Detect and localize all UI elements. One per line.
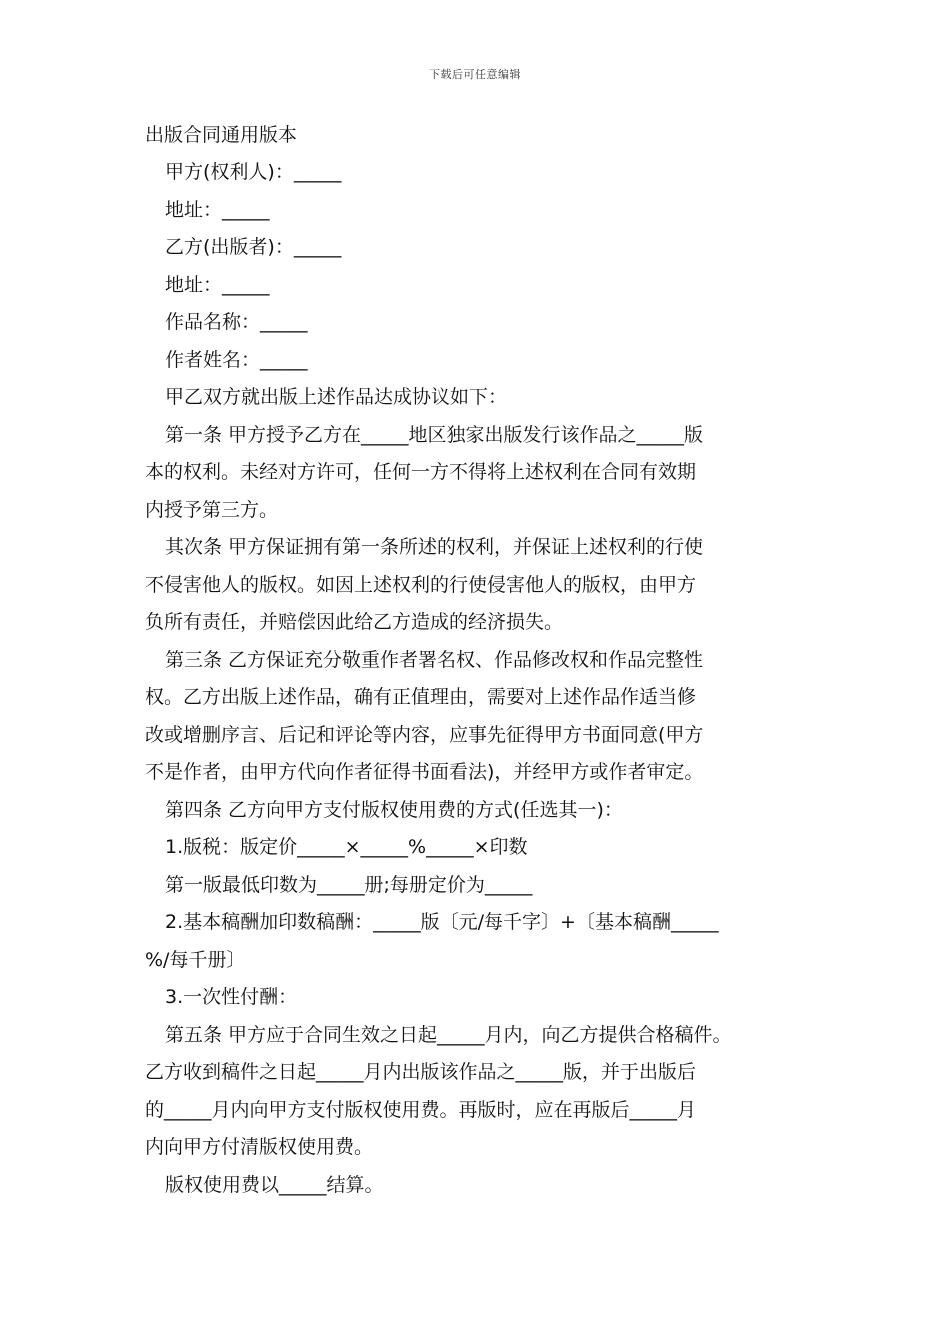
page-header-note: 下载后可任意编辑: [429, 68, 521, 81]
payment-option-3: 3.一次性付酬：: [165, 986, 298, 1008]
payment-option-1-note: 第一版最低印数为_____册;每册定价为_____: [165, 873, 533, 896]
article-2-line: 负所有责任，并赔偿因此给乙方造成的经济损失。: [145, 611, 564, 633]
article-1: [145, 417, 815, 530]
article-1-line: 内授予第三方。: [145, 498, 279, 521]
article-5-line: 第五条 甲方应于合同生效之日起_____月内，向乙方提供合格稿件。: [165, 1023, 732, 1046]
article-2-line: 不侵害他人的版权。如因上述权利的行使侵害他人的版权，由甲方: [145, 573, 697, 596]
article-3: [145, 642, 815, 792]
article-1-line: 本的权利。未经对方许可，任何一方不得将上述权利在合同有效期: [145, 461, 697, 483]
document-body: [145, 116, 815, 1204]
payment-option-1: 1.版税：版定价_____×_____%_____×印数: [165, 836, 528, 858]
party-a-line: 甲方(权利人)：_____: [165, 161, 342, 183]
article-5-line: 乙方收到稿件之日起_____月内出版该作品之_____版，并于出版后: [145, 1061, 697, 1083]
author-name-line: 作者姓名：_____: [165, 348, 308, 371]
work-name-line: 作品名称：_____: [165, 311, 308, 333]
article-3-line: 权。乙方出版上述作品，确有正值理由，需要对上述作品作适当修: [145, 686, 697, 708]
article-5-line: 内向甲方付清版权使用费。: [145, 1136, 374, 1158]
party-b-line: 乙方(出版者)：_____: [165, 236, 342, 258]
article-5: [145, 1017, 815, 1167]
article-5-line: 的_____月内向甲方支付版权使用费。再版时，应在再版后_____月: [145, 1098, 697, 1121]
payment-option-2-line: %/每千册〕: [145, 948, 246, 971]
article-3-line: 改或增删序言、后记和评论等内容，应事先征得甲方书面同意(甲方: [145, 723, 704, 746]
article-2-line: 其次条 甲方保证拥有第一条所述的权利，并保证上述权利的行使: [165, 536, 704, 558]
payment-option-2: [145, 904, 815, 979]
article-1-line: 第一条 甲方授予乙方在_____地区独家出版发行该作品之_____版: [165, 423, 704, 446]
party-a-address-line: 地址：_____: [165, 198, 270, 221]
article-3-line: 不是作者，由甲方代向作者征得书面看法)，并经甲方或作者审定。: [145, 761, 704, 783]
agreement-intro: 甲乙双方就出版上述作品达成协议如下：: [165, 386, 508, 408]
party-b-address-line: 地址：_____: [165, 273, 270, 296]
settlement-line: 版权使用费以_____结算。: [165, 1173, 384, 1196]
document-title: 出版合同通用版本: [145, 124, 298, 146]
article-3-line: 第三条 乙方保证充分敬重作者署名权、作品修改权和作品完整性: [165, 648, 704, 671]
article-4: 第四条 乙方向甲方支付版权使用费的方式(任选其一)：: [165, 798, 623, 821]
article-2: [145, 529, 815, 642]
payment-option-2-line: 2.基本稿酬加印数稿酬：_____版〔元/每千字〕+〔基本稿酬_____: [165, 911, 719, 933]
